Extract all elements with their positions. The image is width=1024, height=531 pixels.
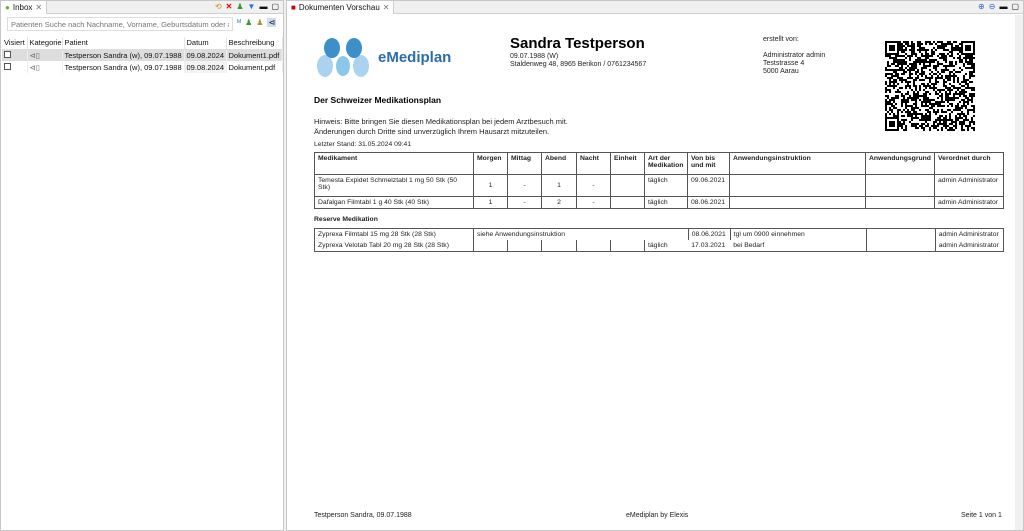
beschreibung-cell: Dokument1.pdf: [226, 49, 282, 61]
tab-inbox[interactable]: [1, 1, 47, 14]
tab-label: Dokumenten Vorschau: [298, 3, 380, 12]
footer-center: eMediplan by Elexis: [626, 512, 689, 519]
grund: [866, 175, 935, 197]
med-name: Zyprexa Filmtabl 15 mg 28 Stk (28 Stk): [315, 229, 474, 241]
footer-patient: Testperson Sandra, 09.07.1988: [314, 512, 412, 519]
hint-line-1: Hinweis: Bitte bringen Sie diesen Medikationsplan bei jedem Arztbesuch mit.: [314, 117, 568, 126]
zoom-out-icon[interactable]: ⊖: [988, 2, 996, 11]
logo-text: eMediplan: [378, 48, 452, 66]
user-icon[interactable]: ♟: [236, 2, 244, 11]
col-verordnet: Verordnet durch: [935, 153, 1004, 175]
col-nacht: Nacht: [577, 153, 611, 175]
creator-street: Teststrasse 4: [763, 60, 805, 67]
mittag: -: [508, 197, 542, 209]
document-title: Der Schweizer Medikationsplan: [314, 95, 442, 105]
group-icon[interactable]: ᴹ: [237, 18, 242, 27]
refresh-icon[interactable]: ⟲: [214, 2, 222, 11]
instruktion: bei Bedarf: [730, 240, 866, 252]
col-einheit: Einheit: [611, 153, 645, 175]
inbox-toolbar: [215, 2, 279, 11]
table-header: [2, 37, 282, 49]
table-row: [315, 229, 1004, 241]
qr-code: [885, 41, 975, 131]
visiert-checkbox[interactable]: [4, 51, 11, 58]
grund: [866, 240, 935, 252]
med-name: Dafalgan Filmtabl 1 g 40 Stk (40 Stk): [315, 197, 474, 209]
col-patient[interactable]: Patient: [62, 37, 184, 49]
von-bis: 17.03.2021: [688, 240, 730, 252]
category-icon: ⊲▯: [27, 61, 62, 73]
col-medikament: Medikament: [315, 153, 474, 175]
instruktion: [730, 197, 866, 209]
inbox-pane: [0, 0, 284, 531]
beschreibung-cell: Dokument.pdf: [226, 61, 282, 73]
visiert-checkbox[interactable]: [4, 63, 11, 70]
creator-name: Administrator admin: [763, 52, 826, 59]
col-mittag: Mittag: [508, 153, 542, 175]
pdf-icon: ■: [291, 3, 296, 12]
col-von-bis: Von bis und mit: [688, 153, 730, 175]
grund: [866, 197, 935, 209]
art: täglich: [645, 175, 688, 197]
footer-page: Seite 1 von 1: [961, 512, 1002, 519]
letzter-stand: Letzter Stand: 31.05.2024 09:41: [314, 141, 412, 148]
close-icon[interactable]: ✕: [382, 3, 390, 12]
search-tools: [237, 18, 276, 27]
col-kategorie[interactable]: Kategorie: [27, 37, 62, 49]
inbox-tabbar: [1, 1, 283, 14]
nacht: -: [577, 175, 611, 197]
col-beschreibung[interactable]: Beschreibung: [226, 37, 282, 49]
art: täglich: [645, 240, 689, 252]
datum-cell: 09.08.2024: [184, 49, 226, 61]
von-bis: 08.06.2021: [688, 197, 730, 209]
abend: 1: [542, 175, 577, 197]
creator-label: erstellt von:: [763, 36, 799, 43]
med-name: Zyprexa Velotab Tabl 20 mg 28 Stk (28 Stk): [315, 240, 474, 252]
von-bis: 09.06.2021: [688, 175, 730, 197]
reserve-table: [314, 228, 1004, 252]
von-bis: 08.06.2021: [688, 229, 730, 241]
tab-label: Inbox: [12, 3, 33, 12]
art: täglich: [645, 197, 688, 209]
table-row: [315, 240, 1004, 252]
verordnet: admin Administrator: [935, 197, 1004, 209]
close-icon[interactable]: ✕: [35, 3, 43, 12]
morgen: 1: [474, 175, 508, 197]
table-row: [315, 197, 1004, 209]
emediplan-logo: [314, 36, 451, 78]
preview-tabbar: [287, 1, 1023, 14]
reserve-label: Reserve Medikation: [314, 216, 378, 223]
grund: [866, 229, 935, 241]
morgen: 1: [474, 197, 508, 209]
patient-search-input[interactable]: [7, 17, 233, 31]
patient-dob: 09.07.1988 (W): [510, 53, 559, 60]
verordnet: admin Administrator: [935, 240, 1003, 252]
datum-cell: 09.08.2024: [184, 61, 226, 73]
verordnet: admin Administrator: [935, 175, 1004, 197]
table-row[interactable]: [2, 49, 282, 61]
col-abend: Abend: [542, 153, 577, 175]
preview-toolbar: [978, 2, 1019, 11]
col-visiert[interactable]: Visiert: [2, 37, 27, 49]
col-morgen: Morgen: [474, 153, 508, 175]
zoom-in-icon[interactable]: ⊕: [978, 2, 985, 11]
instruktion: [730, 175, 866, 197]
einheit: [611, 197, 645, 209]
abend: 2: [542, 197, 577, 209]
tab-dokumenten-vorschau[interactable]: [287, 1, 394, 14]
col-anwendungsgrund: Anwendungsgrund: [866, 153, 935, 175]
delete-icon[interactable]: ✕: [225, 2, 233, 11]
creator-city: 5000 Aarau: [763, 68, 799, 75]
table-header: [315, 153, 1004, 175]
med-name: Temesta Expidet Schmelztabl 1 mg 50 Stk (50 Stk): [315, 175, 474, 197]
inbox-icon: ●: [5, 3, 10, 12]
maximize-icon[interactable]: ▢: [1011, 2, 1019, 11]
person-icon[interactable]: ♟: [245, 18, 253, 27]
vertical-scrollbar[interactable]: [1015, 15, 1023, 530]
minimize-icon[interactable]: ▬: [259, 2, 268, 11]
inbox-table: [2, 37, 283, 73]
preview-pane: [286, 0, 1024, 531]
dosage-note: siehe Anwendungsinstruktion: [474, 229, 689, 241]
instruktion: tgl um 0900 einnehmen: [730, 229, 866, 241]
table-row[interactable]: [2, 61, 282, 73]
medication-table: [314, 152, 1004, 209]
col-datum[interactable]: Datum: [184, 37, 226, 49]
nacht: -: [577, 197, 611, 209]
col-anwendungsinstruktion: Anwendungsinstruktion: [730, 153, 866, 175]
pdf-page: [290, 15, 1017, 530]
maximize-icon[interactable]: ▢: [271, 2, 279, 11]
category-icon: ⊲▯: [27, 49, 62, 61]
einheit: [611, 175, 645, 197]
minimize-icon[interactable]: ▬: [999, 2, 1008, 11]
person-alt-icon[interactable]: ♟: [256, 18, 264, 27]
table-row: [315, 175, 1004, 197]
patient-cell: Testperson Sandra (w), 09.07.1988: [62, 49, 184, 61]
filter-icon[interactable]: ▼: [247, 2, 256, 11]
patient-name: Sandra Testperson: [510, 35, 645, 52]
hint-line-2: Änderungen durch Dritte sind unverzüglich Ihrem Hausarzt mitzuteilen.: [314, 127, 550, 136]
patient-cell: Testperson Sandra (w), 09.07.1988: [62, 61, 184, 73]
category-toggle-icon[interactable]: ⊲: [268, 18, 276, 27]
patient-address: Staldenweg 48, 8965 Berikon / 0761234567: [510, 61, 647, 68]
verordnet: admin Administrator: [935, 229, 1003, 241]
col-art: Art der Medikation: [645, 153, 688, 175]
mittag: -: [508, 175, 542, 197]
logo-m-icon: [314, 36, 372, 78]
